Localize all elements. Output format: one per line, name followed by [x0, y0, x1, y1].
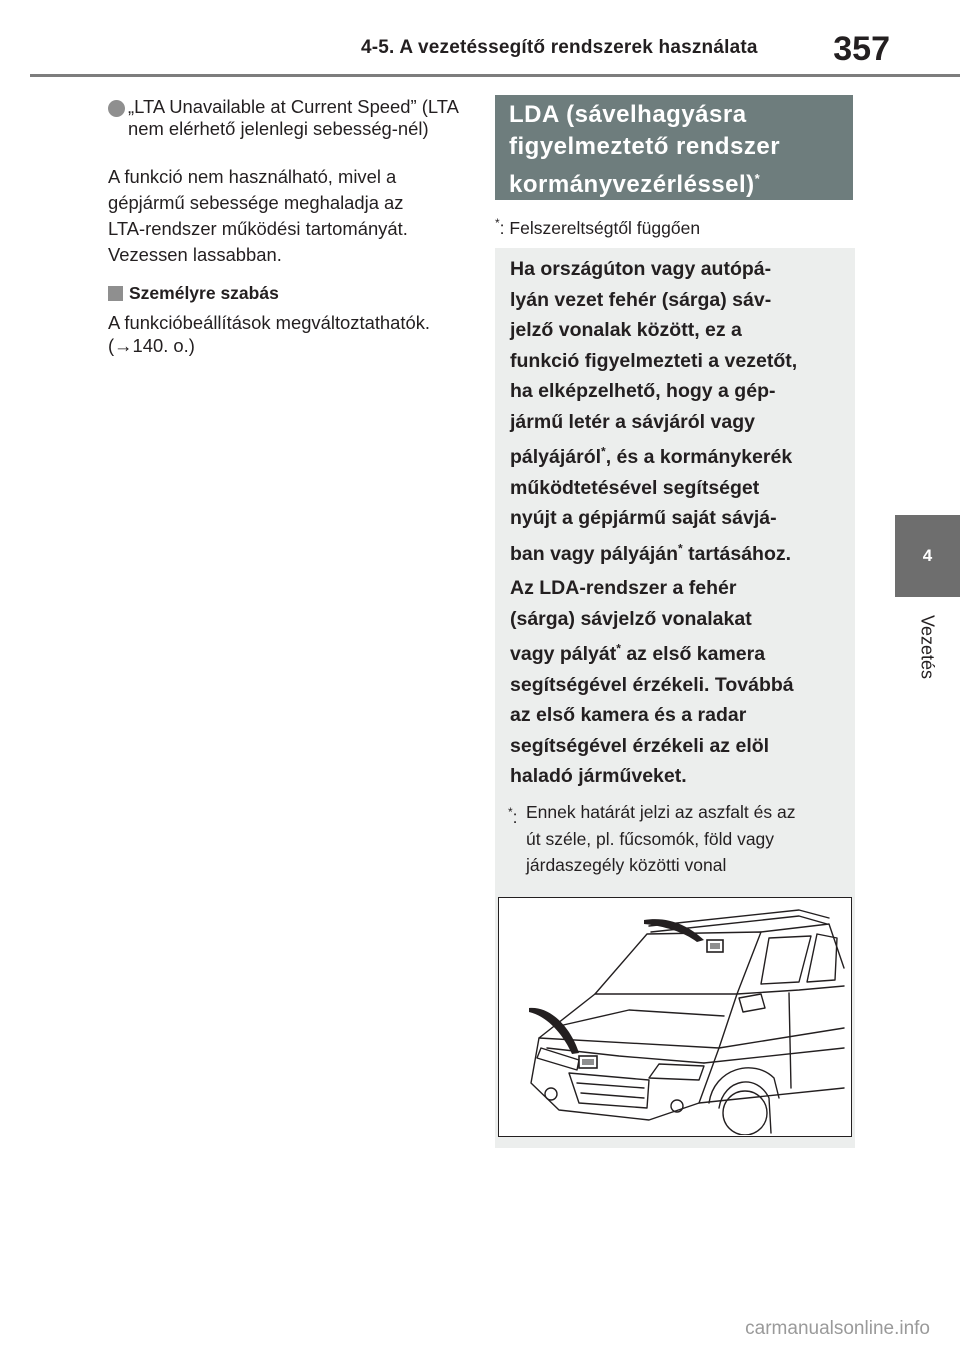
lda-description-line: lyán vezet fehér (sárga) sáv-	[510, 288, 772, 311]
instruction-paragraph: Vezessen lassabban.	[108, 244, 282, 265]
lda-description	[510, 254, 845, 569]
vehicle-sensor-illustration	[498, 897, 852, 1137]
lda-detection-line: Az LDA-rendszer a fehér	[510, 577, 737, 599]
page-reference: (→140. o.)	[108, 335, 195, 356]
lda-detection-line: segítségével érzékeli az elöl	[510, 734, 770, 757]
header-divider	[30, 74, 960, 77]
lda-description-line: jelző vonalak között, ez a	[510, 319, 742, 341]
lda-detection-line	[510, 639, 845, 670]
lda-description-line	[510, 539, 845, 570]
footnote-colon: :	[512, 806, 518, 827]
lda-description-line: nyújt a gépjármű saját sávjá-	[510, 507, 777, 529]
description-line: A funkció nem használható, mivel a	[108, 166, 397, 187]
boundary-footnote	[508, 799, 848, 879]
customization-line: A funkcióbeállítások megváltoztathatók.	[108, 312, 431, 333]
footnote-marker	[508, 799, 518, 830]
availability-footnote-text: : Felszereltségtől függően	[499, 217, 701, 238]
customization-paragraph	[108, 311, 478, 357]
lda-description-fragment: tartásához.	[682, 542, 792, 565]
lda-title-text: kormányvezérléssel)	[509, 171, 755, 198]
lda-detection-line: (sárga) sávjelző vonalakat	[510, 607, 752, 630]
lda-description-fragment: pályájáról	[510, 446, 602, 468]
description-line: LTA-rendszer működési tartományát.	[108, 218, 408, 239]
footnote-mark: *	[754, 171, 761, 186]
lda-description-line	[510, 442, 845, 473]
lda-description-line: működtetésével segítséget	[510, 476, 760, 499]
lda-detection-description	[510, 573, 845, 792]
description-paragraph	[108, 164, 478, 242]
lda-description-fragment: ban vagy pályáján	[510, 542, 678, 565]
footnote-mark: *	[601, 444, 606, 459]
footnote-line: út széle, pl. fűcsomók, föld vagy	[526, 828, 775, 849]
lda-description-line: ha elképzelhető, hogy a gép-	[510, 380, 776, 402]
lda-detection-line: haladó járműveket.	[510, 765, 687, 787]
lda-title-line: LDA (sávelhagyásra	[509, 101, 747, 128]
car-drawing-icon	[499, 898, 850, 1135]
lda-description-line: jármű letér a sávjáról vagy	[510, 410, 755, 433]
lda-title-box	[495, 95, 853, 200]
footnote-line: Ennek határát jelzi az aszfalt és az	[526, 802, 796, 822]
footnote-mark: *	[495, 216, 500, 230]
bullet-dot-icon	[108, 100, 125, 117]
chapter-label: Vezetés	[917, 614, 938, 680]
availability-footnote	[495, 216, 700, 239]
lda-description-line: funkció figyelmezteti a vezetőt,	[510, 349, 798, 372]
customization-heading	[108, 283, 279, 304]
lda-title-line-last	[509, 163, 839, 201]
footnote-line: járdaszegély közötti vonal	[526, 855, 727, 875]
chapter-number-tab: 4	[895, 515, 960, 597]
footnote-mark: *	[616, 641, 621, 656]
status-message-item	[108, 96, 478, 140]
lda-detection-fragment: az első kamera	[620, 643, 766, 665]
footnote-mark: *	[508, 805, 513, 819]
customization-heading-text: Személyre szabás	[129, 283, 279, 303]
lda-description-fragment: , és a kormánykerék	[605, 446, 793, 468]
lda-detection-fragment: vagy pályát	[510, 643, 617, 665]
lda-detection-line: segítségével érzékeli. Továbbá	[510, 673, 794, 696]
chapter-label-box	[895, 597, 960, 697]
footnote-mark: *	[678, 541, 683, 555]
status-message-text: „LTA Unavailable at Current Speed” (LTA nem elérhető jelenlegi sebesség-nél)	[128, 96, 458, 139]
lda-detection-line: az első kamera és a radar	[510, 704, 747, 726]
description-line: gépjármű sebessége meghaladja az	[108, 192, 404, 213]
lda-title-line: figyelmeztető rendszer	[509, 133, 781, 160]
lda-description-line: Ha országúton vagy autópá-	[510, 258, 772, 280]
section-title: 4-5. A vezetéssegítő rendszerek használata	[361, 37, 758, 58]
watermark: carmanualsonline.info	[745, 1318, 930, 1339]
square-bullet-icon	[108, 286, 123, 301]
page-number: 357	[833, 30, 890, 68]
